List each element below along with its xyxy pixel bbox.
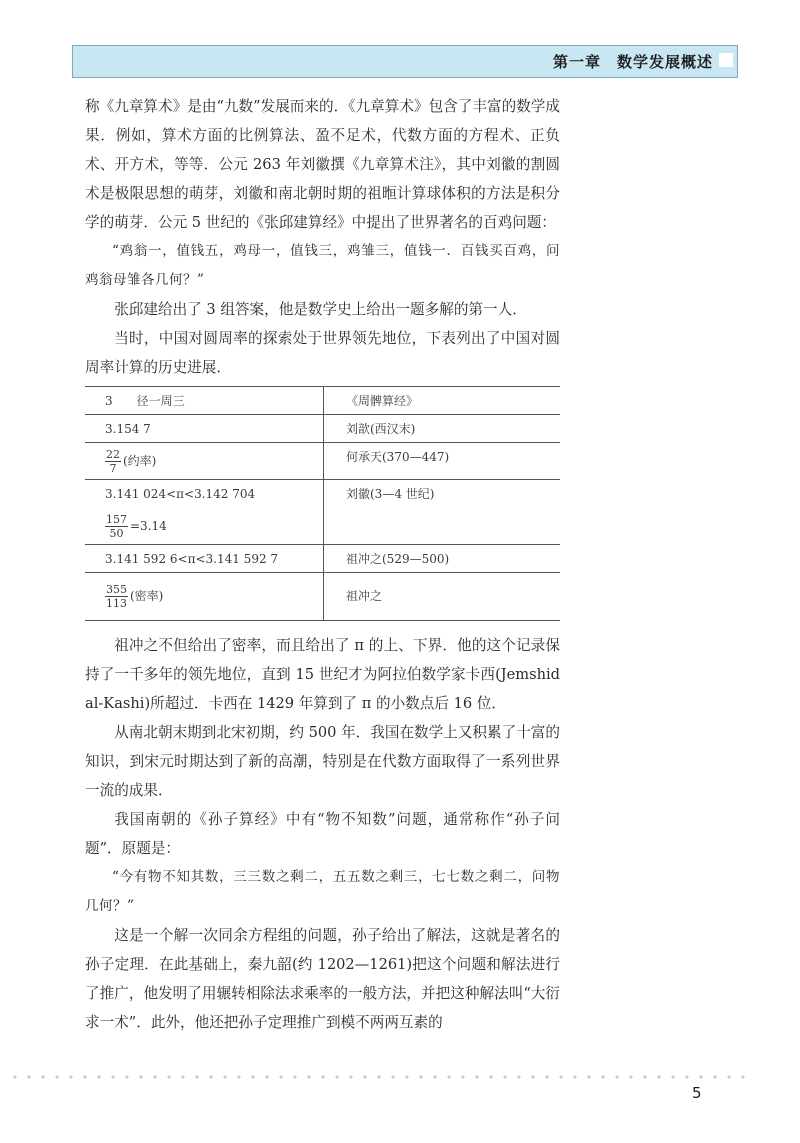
- table-row: [85, 387, 560, 415]
- paragraph-pi-intro: 当时，中国对圆周率的探索处于世界领先地位，下表列出了中国对圆周率计算的历史进展．: [85, 330, 560, 376]
- table-row: [85, 573, 560, 621]
- quote-hundred-chickens: “鸡翁一，值钱五，鸡母一，值钱三，鸡雏三，值钱一．百钱买百鸡，问鸡翁母雏各几何？”: [85, 243, 560, 288]
- page-body: [85, 92, 560, 1037]
- footer-dotted-rule: [8, 1074, 748, 1080]
- pi-value-cell: 3 径一周三: [85, 387, 324, 415]
- table-row: [85, 415, 560, 443]
- fraction-denominator: 7: [109, 462, 117, 475]
- fraction-denominator: 113: [106, 597, 127, 610]
- fraction: [105, 583, 128, 610]
- chapter-header-bar: [72, 45, 738, 78]
- fraction: [105, 513, 128, 540]
- paragraph-zu-chongzhi: 祖冲之不但给出了密率，而且给出了 π 的上、下界．他的这个记录保持了一千多年的领先地位，直到 15 世纪才为阿拉伯数学家卡西(Jemshid al-Kashi)所超过．卡西在 1429 年算到了 π 的小数点后 16 位．: [85, 637, 560, 712]
- fraction-numerator: 22: [106, 448, 120, 461]
- pi-value-label: =3.14: [130, 519, 167, 533]
- paragraph-sunzi-intro: 我国南朝的《孙子算经》中有“物不知数”问题，通常称作“孙子问题”．原题是：: [85, 811, 560, 857]
- pi-source-cell: 祖冲之(529—500): [324, 545, 561, 573]
- pi-history-table: [85, 386, 560, 621]
- pi-value-cell: [85, 443, 324, 480]
- pi-value-cell: 3.141 592 6<π<3.141 592 7: [85, 545, 324, 573]
- quote-sunzi-problem: “今有物不知其数，三三数之剩二，五五数之剩三，七七数之剩二，问物几何？”: [85, 869, 560, 914]
- pi-value-cell: 3.154 7: [85, 415, 324, 443]
- pi-value-cell: [85, 573, 324, 621]
- paragraph-zhang-qiujian: 张邱建给出了 3 组答案，他是数学史上给出一题多解的第一人．: [114, 301, 527, 318]
- fraction-numerator: 157: [106, 513, 127, 526]
- pi-source-cell: 《周髀算经》: [324, 387, 561, 415]
- fraction: [105, 448, 121, 475]
- pi-fraction-line: [105, 513, 317, 540]
- page-number: 5: [692, 1084, 702, 1102]
- pi-value-label: (密率): [130, 589, 164, 603]
- paragraph-jiuzhang: 称《九章算术》是由“九数”发展而来的．《九章算术》包含了丰富的数学成果．例如，算术方面的比例算法、盈不足术，代数方面的方程术、正负术、开方术，等等．公元 263 年刘徽撰《九章算术注》，其中刘徽的割圆术是极限思想的萌芽，刘徽和南北朝时期的祖暅计算球体积的方法是积分学的萌芽．公元 5 世纪的《张邱建算经》中提出了世界著名的百鸡问题：: [85, 98, 560, 231]
- pi-value-label: (约率): [123, 454, 157, 468]
- paragraph-sunzi-theorem: 这是一个解一次同余方程组的问题，孙子给出了解法，这就是著名的孙子定理．在此基础上，秦九韶(约 1202—1261)把这个问题和解法进行了推广，他发明了用辗转相除法求乘率的一般方法，并把这种解法叫“大衍求一术”．此外，他还把孙子定理推广到模不两两互素的: [85, 927, 560, 1031]
- pi-value-cell: [85, 480, 324, 545]
- table-row: [85, 545, 560, 573]
- pi-bound-text: 3.141 024<π<3.142 704: [105, 487, 256, 501]
- paragraph-song-yuan: 从南北朝末期到北宋初期，约 500 年．我国在数学上又积累了十富的知识，到宋元时期达到了新的高潮，特别是在代数方面取得了一系列世界一流的成果．: [85, 724, 560, 799]
- pi-source-cell: 何承天(370—447): [324, 443, 561, 480]
- chapter-title: 第一章 数学发展概述: [552, 53, 713, 71]
- fraction-numerator: 355: [106, 583, 127, 596]
- pi-source-cell: 祖冲之: [324, 573, 561, 621]
- table-row: [85, 480, 560, 545]
- pi-source-cell: 刘歆(西汉末): [324, 415, 561, 443]
- fraction-denominator: 50: [109, 527, 124, 540]
- pi-source-cell: 刘徽(3—4 世纪): [324, 480, 561, 545]
- table-row: [85, 443, 560, 480]
- header-square-decoration: [719, 53, 733, 67]
